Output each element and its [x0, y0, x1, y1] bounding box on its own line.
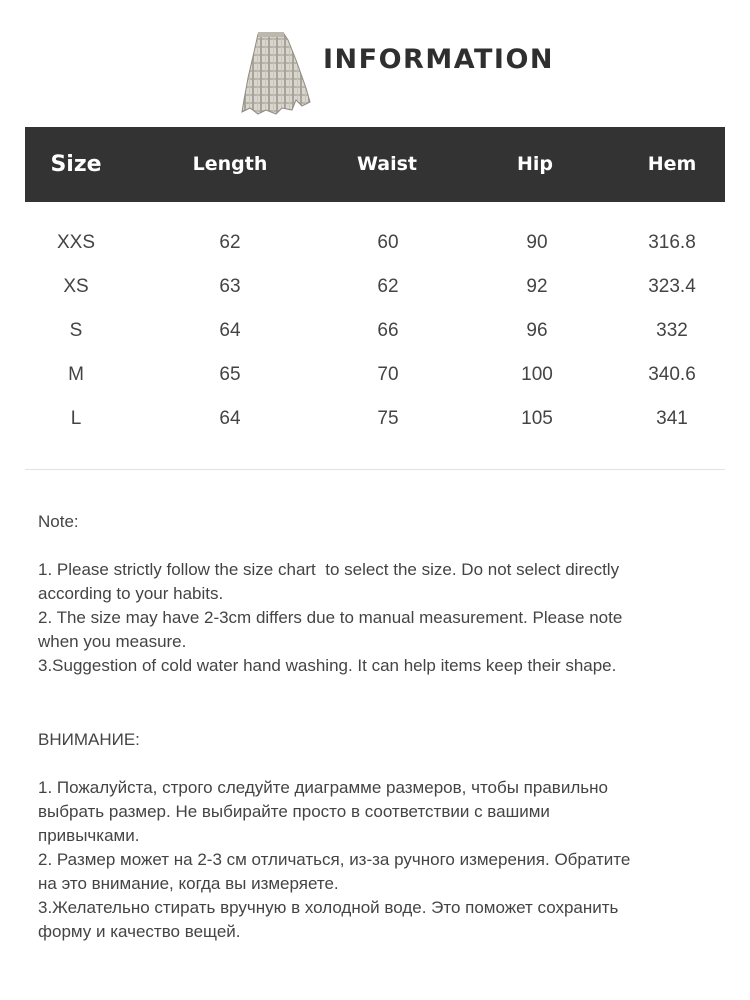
- cell-length: 62: [219, 232, 241, 253]
- cell-hem: 341: [656, 408, 688, 429]
- notes-russian: [38, 728, 718, 944]
- note-line: 1. Please strictly follow the size chart to select the size. Do not select directly: [38, 560, 620, 579]
- info-header: [0, 0, 750, 127]
- note-line: на это внимание, когда вы измеряете.: [38, 874, 339, 893]
- cell-waist: 75: [377, 408, 399, 429]
- cell-size: XS: [63, 276, 89, 297]
- column-header-length: Length: [192, 153, 268, 175]
- cell-size: M: [68, 364, 84, 385]
- cell-hem: 323.4: [648, 276, 696, 297]
- column-header-waist: Waist: [356, 153, 418, 175]
- cell-hem: 316.8: [648, 232, 696, 253]
- size-table-header: [25, 127, 725, 202]
- cell-length: 65: [219, 364, 241, 385]
- note-heading: ВНИМАНИЕ:: [38, 730, 140, 749]
- column-header-size: Size: [50, 152, 102, 177]
- note-line: when you measure.: [38, 632, 187, 651]
- note-line: 3.Suggestion of cold water hand washing. It can help items keep their shape.: [38, 656, 617, 675]
- note-line: according to your habits.: [38, 584, 224, 603]
- column-header-hip: Hip: [516, 153, 554, 175]
- table-row: [0, 309, 750, 353]
- cell-hip: 100: [521, 364, 553, 385]
- note-line: привычками.: [38, 826, 140, 845]
- cell-hem: 340.6: [648, 364, 696, 385]
- cell-length: 63: [219, 276, 241, 297]
- cell-hip: 96: [526, 320, 548, 341]
- cell-size: L: [70, 408, 82, 429]
- cell-hem: 332: [656, 320, 688, 341]
- page-title: INFORMATION: [323, 44, 555, 75]
- table-row: [0, 221, 750, 265]
- note-line: 3.Желательно стирать вручную в холодной воде. Это поможет сохранить: [38, 898, 619, 917]
- notes-english: [38, 510, 718, 678]
- cell-size: XXS: [56, 232, 96, 253]
- divider: [25, 469, 725, 470]
- table-row: [0, 353, 750, 397]
- note-line: 2. Размер может на 2-3 см отличаться, из-за ручного измерения. Обратите: [38, 850, 631, 869]
- cell-waist: 62: [377, 276, 399, 297]
- note-line: форму и качество вещей.: [38, 922, 241, 941]
- cell-length: 64: [219, 320, 241, 341]
- cell-length: 64: [219, 408, 241, 429]
- column-header-hem: Hem: [647, 153, 697, 175]
- size-table-body: [0, 221, 750, 441]
- note-heading: Note:: [38, 512, 79, 531]
- cell-waist: 60: [377, 232, 399, 253]
- table-row: [0, 397, 750, 441]
- cell-waist: 66: [377, 320, 399, 341]
- skirt-icon: [236, 30, 312, 118]
- cell-hip: 90: [526, 232, 548, 253]
- cell-hip: 92: [526, 276, 548, 297]
- table-row: [0, 265, 750, 309]
- cell-hip: 105: [521, 408, 553, 429]
- note-line: выбрать размер. Не выбирайте просто в соответствии с вашими: [38, 802, 550, 821]
- note-line: 2. The size may have 2-3cm differs due to manual measurement. Please note: [38, 608, 623, 627]
- note-line: 1. Пожалуйста, строго следуйте диаграмме размеров, чтобы правильно: [38, 778, 608, 797]
- cell-waist: 70: [377, 364, 399, 385]
- cell-size: S: [69, 320, 83, 341]
